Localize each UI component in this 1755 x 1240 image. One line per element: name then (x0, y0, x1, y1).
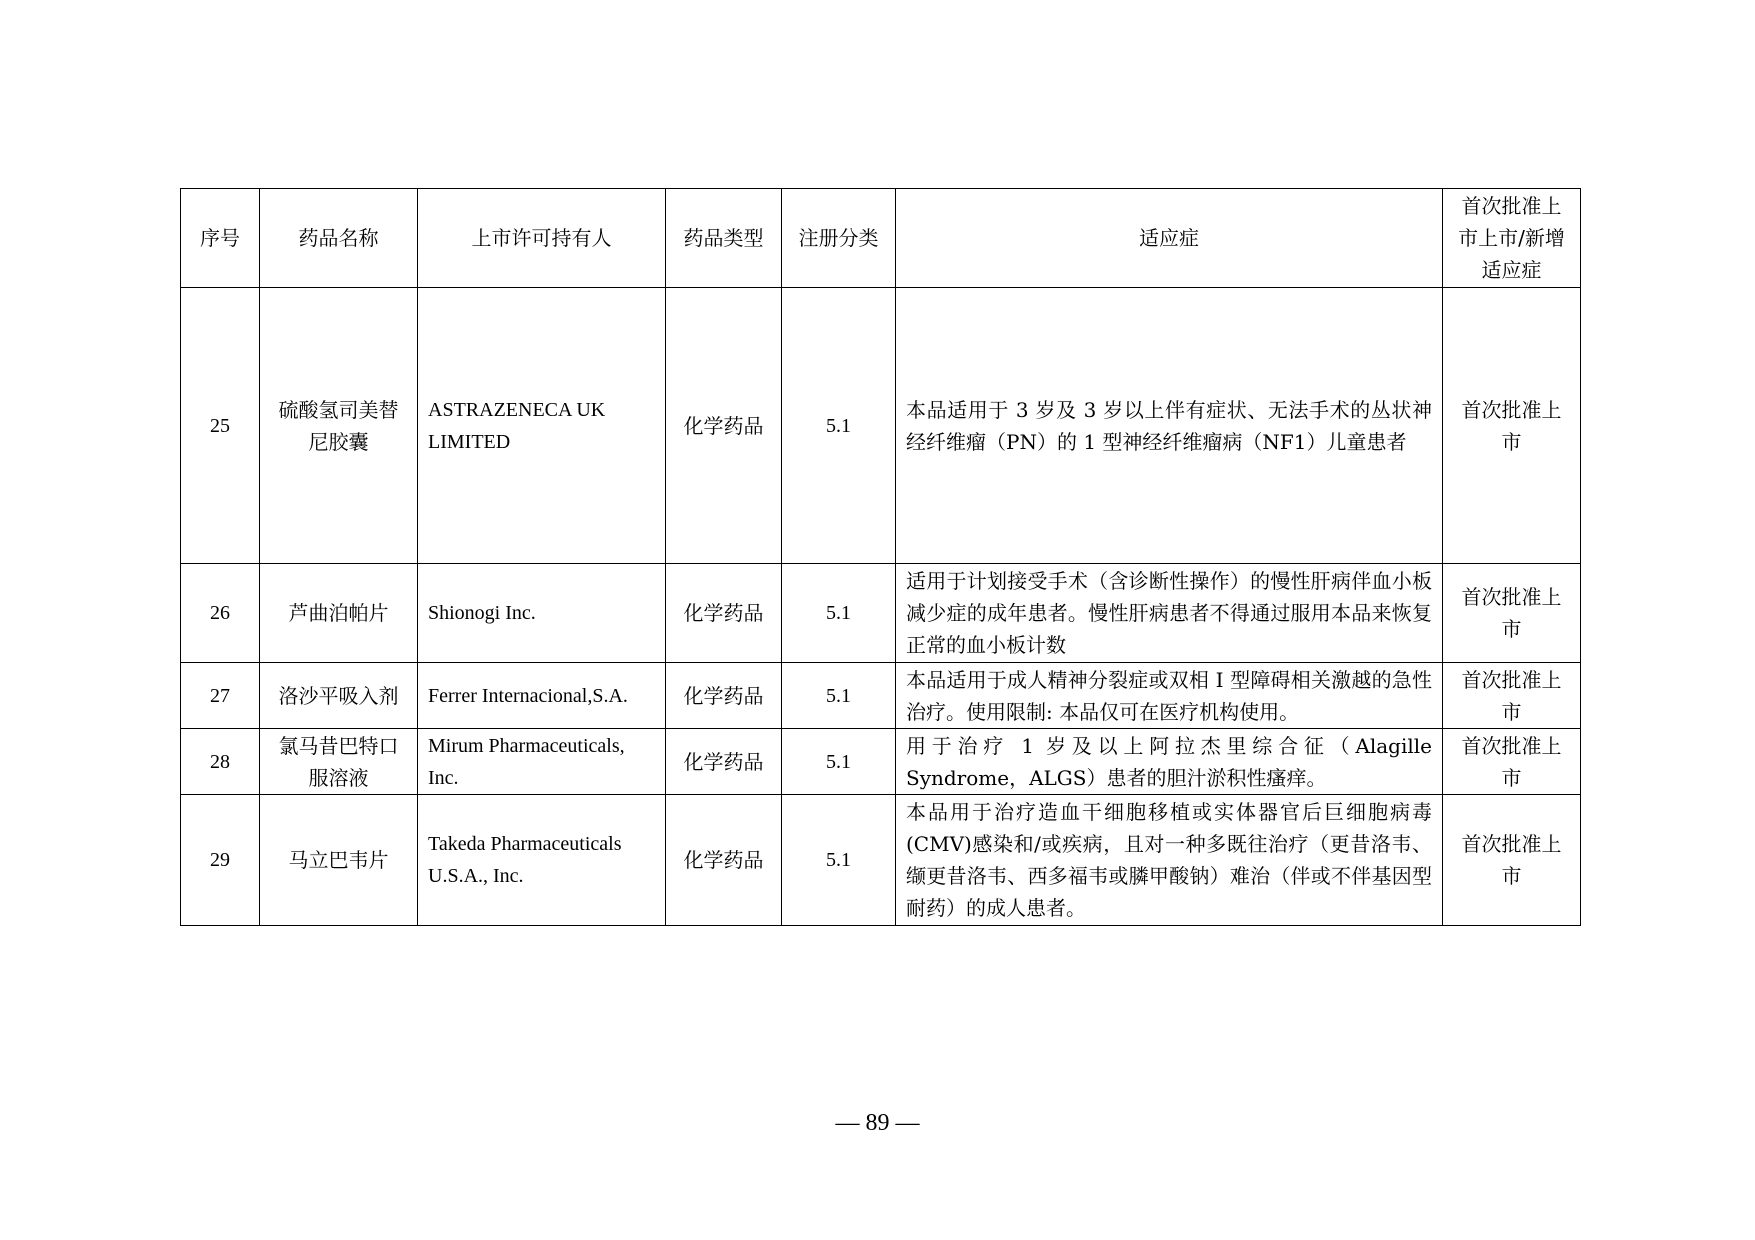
row-indication: 本品适用于 3 岁及 3 岁以上伴有症状、无法手术的丛状神经纤维瘤（PN）的 1 型神经纤维瘤病（NF1）儿童患者 (896, 288, 1443, 564)
row-index: 26 (181, 564, 260, 663)
header-drug-type: 药品类型 (666, 189, 782, 288)
header-holder: 上市许可持有人 (418, 189, 666, 288)
drug-approval-table (180, 188, 1581, 926)
row-drug-type: 化学药品 (666, 288, 782, 564)
row-approval-type: 首次批准上市 (1443, 564, 1581, 663)
row-holder: Shionogi Inc. (418, 564, 666, 663)
header-indication: 适应症 (896, 189, 1443, 288)
row-indication: 本品适用于成人精神分裂症或双相 I 型障碍相关激越的急性治疗。使用限制: 本品仅可在医疗机构使用。 (896, 663, 1443, 729)
row-reg-class: 5.1 (782, 729, 896, 795)
row-approval-type: 首次批准上市 (1443, 288, 1581, 564)
row-approval-type: 首次批准上市 (1443, 663, 1581, 729)
row-index: 29 (181, 795, 260, 926)
row-reg-class: 5.1 (782, 288, 896, 564)
table-row (181, 663, 1581, 729)
row-holder: ASTRAZENECA UK LIMITED (418, 288, 666, 564)
table-row (181, 288, 1581, 564)
row-drug-type: 化学药品 (666, 564, 782, 663)
header-approval-type: 首次批准上市上市/新增适应症 (1443, 189, 1581, 288)
row-index: 27 (181, 663, 260, 729)
row-approval-type: 首次批准上市 (1443, 729, 1581, 795)
row-drug-type: 化学药品 (666, 663, 782, 729)
row-drug-name: 芦曲泊帕片 (260, 564, 418, 663)
row-drug-type: 化学药品 (666, 729, 782, 795)
row-approval-type: 首次批准上市 (1443, 795, 1581, 926)
table-row (181, 729, 1581, 795)
page-number: — 89 — (835, 1110, 920, 1136)
row-drug-name: 马立巴韦片 (260, 795, 418, 926)
row-reg-class: 5.1 (782, 663, 896, 729)
row-index: 28 (181, 729, 260, 795)
row-holder: Ferrer Internacional,S.A. (418, 663, 666, 729)
row-indication: 本品用于治疗造血干细胞移植或实体器官后巨细胞病毒 (CMV)感染和/或疾病，且对一种多既往治疗（更昔洛韦、缬更昔洛韦、西多福韦或膦甲酸钠）难治（伴或不伴基因型耐药）的成人患者。 (896, 795, 1443, 926)
row-holder: Mirum Pharmaceuticals, Inc. (418, 729, 666, 795)
row-drug-name: 氯马昔巴特口服溶液 (260, 729, 418, 795)
table-row (181, 795, 1581, 926)
row-index: 25 (181, 288, 260, 564)
row-reg-class: 5.1 (782, 795, 896, 926)
row-indication: 用于治疗 1 岁及以上阿拉杰里综合征（Alagille Syndrome，ALGS）患者的胆汁淤积性瘙痒。 (896, 729, 1443, 795)
row-holder: Takeda Pharmaceuticals U.S.A., Inc. (418, 795, 666, 926)
row-drug-name: 洛沙平吸入剂 (260, 663, 418, 729)
table-row (181, 564, 1581, 663)
row-indication: 适用于计划接受手术（含诊断性操作）的慢性肝病伴血小板减少症的成年患者。慢性肝病患者不得通过服用本品来恢复正常的血小板计数 (896, 564, 1443, 663)
row-drug-type: 化学药品 (666, 795, 782, 926)
header-drug-name: 药品名称 (260, 189, 418, 288)
row-reg-class: 5.1 (782, 564, 896, 663)
row-drug-name: 硫酸氢司美替尼胶囊 (260, 288, 418, 564)
header-reg-class: 注册分类 (782, 189, 896, 288)
table-header-row (181, 189, 1581, 288)
header-index: 序号 (181, 189, 260, 288)
